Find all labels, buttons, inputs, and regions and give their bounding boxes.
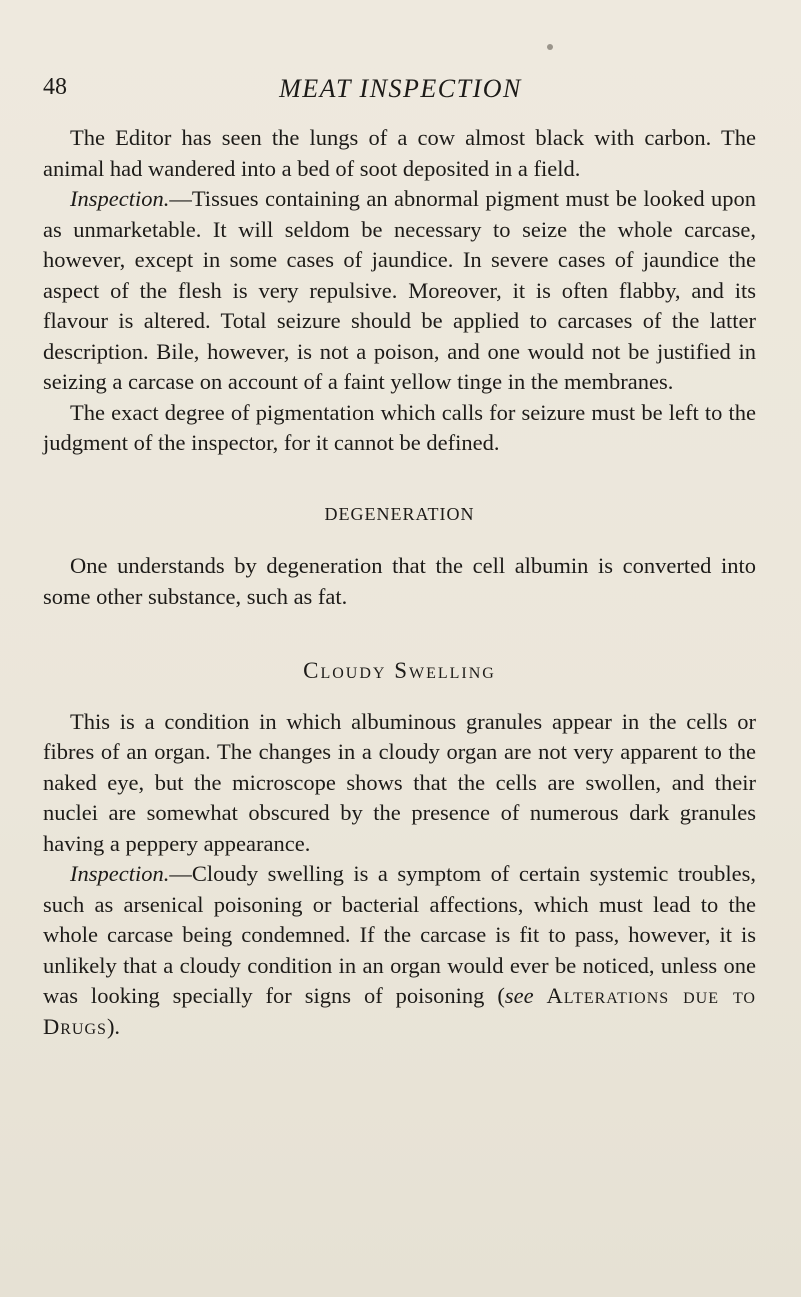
paragraph-inspection-cloudy xyxy=(43,859,756,1042)
paragraph-carbon-lungs: The Editor has seen the lungs of a cow almost black with carbon. The animal had wandered into a bed of soot deposited in a field. xyxy=(43,125,756,181)
cross-reference: Alterations due to Drugs xyxy=(43,983,756,1039)
paragraph-degeneration: One understands by degeneration that the cell albumin is converted into some other substance, such as fat. xyxy=(43,553,756,609)
inspection-label: Inspection. xyxy=(70,861,170,886)
body-text xyxy=(43,123,756,1042)
inspection-text: —Tissues containing an abnormal pigment must be looked upon as unmarketable. It will seldom be necessary to seize the whole carcase, however, except in some cases of jaundice. In severe cases of jaundice the aspect of the flesh is very repulsive. Moreover, it is often flabby, and its flavour is altered. Total seizure should be applied to carcases of the latter description. Bile, however, is not a poison, and one would not be justified in seizing a carcase on account of a faint yellow tinge in the membranes. xyxy=(43,186,756,394)
paragraph-pigmentation-degree: The exact degree of pigmentation which calls for seizure must be left to the judgment of the inspector, for it cannot be defined. xyxy=(43,399,756,455)
see-reference: see xyxy=(504,983,534,1008)
section-heading-degeneration: DEGENERATION xyxy=(324,503,475,524)
running-head: MEAT INSPECTION xyxy=(279,74,522,103)
page-number: 48 xyxy=(43,74,67,100)
paragraph-inspection-pigment xyxy=(43,184,756,398)
inspection-label: Inspection. xyxy=(70,186,170,211)
paragraph-cloudy-swelling: This is a condition in which albuminous granules appear in the cells or fibres of an organ. The changes in a cloudy organ are not very apparent to the naked eye, but the microscope shows that the cells are swollen, and their nuclei are somewhat obscured by the presence of numerous dark granules having a peppery appearance. xyxy=(43,708,756,856)
page-speck xyxy=(547,44,553,50)
section-heading-cloudy-swelling: Cloudy Swelling xyxy=(303,658,496,683)
inspection-text: —Cloudy swelling is a symptom of certain systemic troubles, such as arsenical poisoning or bacterial affections, which must lead to the whole carcase being condemned. If the carcase is fit to pass, however, it is unlikely that a cloudy condition in an organ would ever be noticed, unless one was looking specially for signs of poisoning ( xyxy=(43,861,756,1008)
closing-punctuation: ). xyxy=(106,1013,121,1039)
page-header xyxy=(43,72,758,112)
